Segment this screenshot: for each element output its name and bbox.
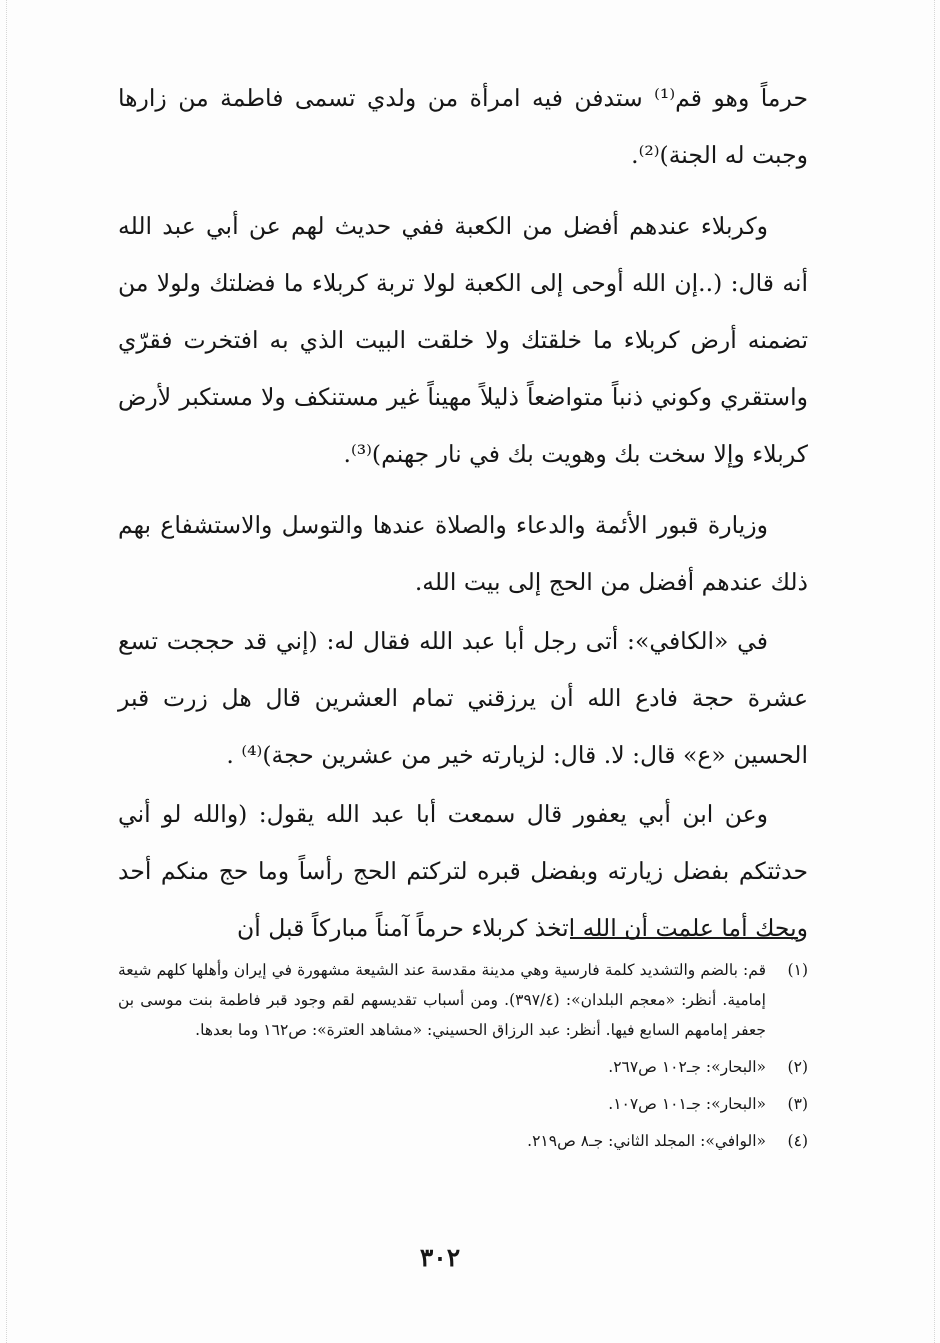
footnote-number: (٢) [787, 1058, 808, 1076]
footnote-text: قم: بالضم والتشديد كلمة فارسية وهي مدينة مقدسة عند الشيعة مشهورة في إيران وأهلها كلهم شيعة إمامية. أنظر: «معجم البلدان»: (٣٩٧/٤). ومن أسباب تقديسهم لقم وجود قبر فاطمة بنت موسى بن جعفر إمامهم السابع فيها. أنظر: عبد الرزاق الحسيني: «مشاهد العترة»: ص١٦٢ وما بعدها. [118, 961, 766, 1039]
footnote-4 [118, 1126, 808, 1156]
footnote-text: «الوافي»: المجلد الثاني: جـ٨ ص٢١٩. [527, 1132, 766, 1150]
paragraph-3: وزيارة قبور الأئمة والدعاء والصلاة عندها والتوسل والاستشفاع بهم ذلك عندهم أفضل من الحج إلى بيت الله. [118, 511, 808, 596]
paragraph-2: وكربلاء عندهم أفضل من الكعبة ففي حديث لهم عن أبي عبد الله أنه قال: (..إن الله أوحى إلى الكعبة لولا تربة كربلاء ما فضلتك ولولا من تضمنه أرض كربلاء ما خلقتك ولا خلقت البيت الذي به افتخرت فقرّي واستقري وكوني ذنباً متواضعاً ذليلاً مهيناً غير مستنكف ولا مستكبر لأرض كربلاء وإلا سخت بك وهويت بك في نار جهنم)⁽³⁾. [118, 212, 808, 468]
footnote-text: «البحار»: جـ١٠١ ص١٠٧. [608, 1095, 766, 1113]
footnotes [118, 955, 808, 1163]
main-text [118, 70, 808, 957]
footnote-1 [118, 955, 808, 1045]
left-edge-dots [6, 0, 7, 1343]
footnote-number: (١) [787, 961, 808, 979]
footnote-number: (٤) [787, 1132, 808, 1150]
paragraph-1: حرماً وهو قم⁽¹⁾ ستدفن فيه امرأة من ولدي تسمى فاطمة من زارها وجبت له الجنة)⁽²⁾. [118, 84, 808, 169]
paragraph-4: في «الكافي»: أتى رجل أبا عبد الله فقال له: (إني قد حججت تسع عشرة حجة فادع الله أن يرزقني تمام العشرين قال هل زرت قبر الحسين «ع» قال: لا. قال: لزيارته خير من عشرين حجة)⁽⁴⁾ . [118, 627, 808, 769]
page-number: ٣٠٢ [419, 1243, 461, 1272]
footnote-3 [118, 1089, 808, 1119]
footnote-2 [118, 1052, 808, 1082]
footnote-text: «البحار»: جـ١٠٢ ص٢٦٧. [608, 1058, 766, 1076]
paragraph-5: وعن ابن أبي يعفور قال سمعت أبا عبد الله يقول: (والله لو أني حدثتكم بفضل زيارته وبفضل قبره لتركتم الحج رأساً وما حج منكم أحد ويحك أما علمت أن الله اتخذ كربلاء حرماً آمناً مباركاً قبل أن [118, 800, 808, 942]
footnote-number: (٣) [787, 1095, 808, 1113]
right-edge-dots [934, 0, 935, 1343]
footnote-separator [570, 937, 798, 939]
